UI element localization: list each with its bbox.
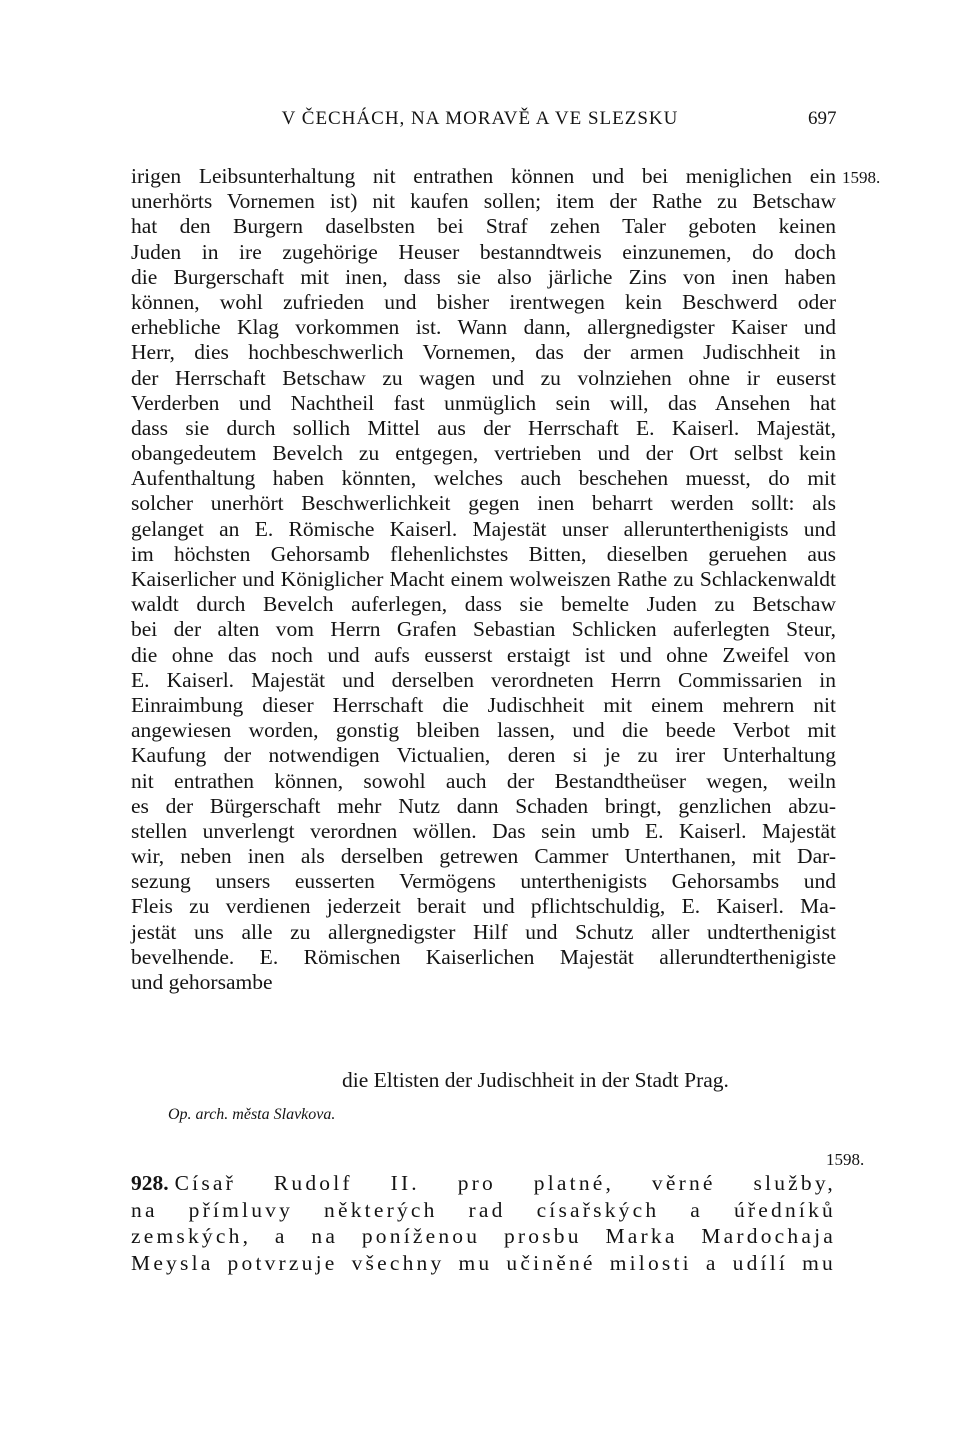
text-line: die ohne das noch und aufs eusserst erstaigt ist und ohne Zweifel von [131,642,836,667]
document-number: 928. [131,1171,169,1195]
text-line: waldt durch Bevelch auferlegen, dass sie bemelte Juden zu Betschaw [131,592,836,617]
text-line: Juden in ire zugehörige Heuser bestanndtweis einzunemen, do doch [131,239,836,264]
text-line: wir, neben inen als derselben getrewen Cammer Unterthanen, mit Dar- [131,844,836,869]
text-line: angewiesen worden, gonstig bleiben lassen, und die beede Verbot mit [131,718,836,743]
text-line: unerhörts Vornemen ist) nit kaufen sollen; item der Rathe zu Betschaw [131,189,836,214]
text-line: Verderben und Nachtheil fast unmüglich sein will, das Ansehen hat [131,390,836,415]
regest-line: na přímluvy některých rad císařských a úředníků [131,1197,836,1222]
text-line: Aufenthaltung haben könnten, welches auch beschehen muesst, do mit [131,466,836,491]
text-line: nit entrathen können, sowohl auch der Bestandtheüser wegen, weiln [131,768,836,793]
regest-block [131,1170,836,1276]
margin-year-top: 1598. [842,168,881,187]
text-line: bei der alten vom Herrn Grafen Sebastian Schlicken auferlegten Steur, [131,617,836,642]
regest-line [131,1170,836,1197]
page-number: 697 [808,108,837,129]
text-line: bevelhende. E. Römischen Kaiserlichen Majestät allerundterthenigiste [131,944,836,969]
signature-line: die Eltisten der Judischheit in der Stadt Prag. [342,1068,729,1092]
text-line: erhebliche Klag vorkommen ist. Wann dann, allergnedigster Kaiser und [131,315,836,340]
running-header [0,108,960,138]
text-line: dass sie durch sollich Mittel aus der Herrschaft E. Kaiserl. Majestät, [131,415,836,440]
text-line: und gehorsambe [131,970,273,994]
document-body [131,164,836,995]
text-line: Herr, dies hochbeschwerlich Vornemen, das der armen Judischheit in [131,340,836,365]
text-line: Kaufung der notwendigen Victualien, deren si je zu irer Unterhaltung [131,743,836,768]
margin-year-bottom: 1598. [826,1150,865,1169]
regest-line: Meysla potvrzuje všechny mu učiněné milosti a udílí mu [131,1250,836,1275]
text-line: Fleis zu verdienen jederzeit berait und pflichtschuldig, E. Kaiserl. Ma- [131,894,836,919]
text-line: solcher unerhört Beschwerlichkeit gegen inen beharrt werden sollt: als [131,491,836,516]
archive-reference: Op. arch. města Slavkova. [168,1106,336,1123]
header-title: V ČECHÁCH, NA MORAVĚ A VE SLEZSKU [281,108,679,129]
text-line: stellen unverlengt verordnen wöllen. Das sein umb E. Kaiserl. Majestät [131,818,836,843]
text-line: hat den Burgern daselbsten bei Straf zehen Taler geboten keinen [131,214,836,239]
text-line: Kaiserlicher und Königlicher Macht einem wolweiszen Rathe zu Schlackenwaldt [131,567,836,591]
text-line: gelanget an E. Römische Kaiserl. Majestät unser allerunterthenigists und [131,516,836,541]
text-line: es der Bürgerschaft mehr Nutz dann Schaden bringt, genzlichen abzu- [131,793,836,818]
regest-line-text: Císař Rudolf II. pro platné, věrné služby, [174,1171,836,1195]
regest-line: zemských, a na poníženou prosbu Marka Mardochaja [131,1224,836,1248]
text-line: E. Kaiserl. Majestät und derselben verordneten Herrn Commissarien in [131,667,836,692]
text-line: obangedeutem Bevelch zu entgegen, vertrieben und der Ort selbst kein [131,441,836,466]
text-line: sezung unsers eusserten Vermögens unterthenigists Gehorsambs und [131,869,836,894]
text-line: der Herrschaft Betschaw zu wagen und zu volnziehen ohne ir euserst [131,365,836,390]
text-line: können, wohl zufrieden und bisher irentwegen kein Beschwerd oder [131,289,836,314]
text-line: Einraimbung dieser Herrschaft die Judischheit mit einem mehrern nit [131,692,836,717]
text-line: die Burgerschaft mit inen, dass sie also järliche Zins von inen haben [131,264,836,289]
text-line: irigen Leibsunterhaltung nit entrathen können und bei meniglichen ein [131,164,836,188]
text-line: jestät uns alle zu allergnedigster Hilf und Schutz aller undterthenigist [131,919,836,944]
text-line: im höchsten Gehorsamb flehenlichstes Bitten, dieselben geruehen aus [131,541,836,566]
